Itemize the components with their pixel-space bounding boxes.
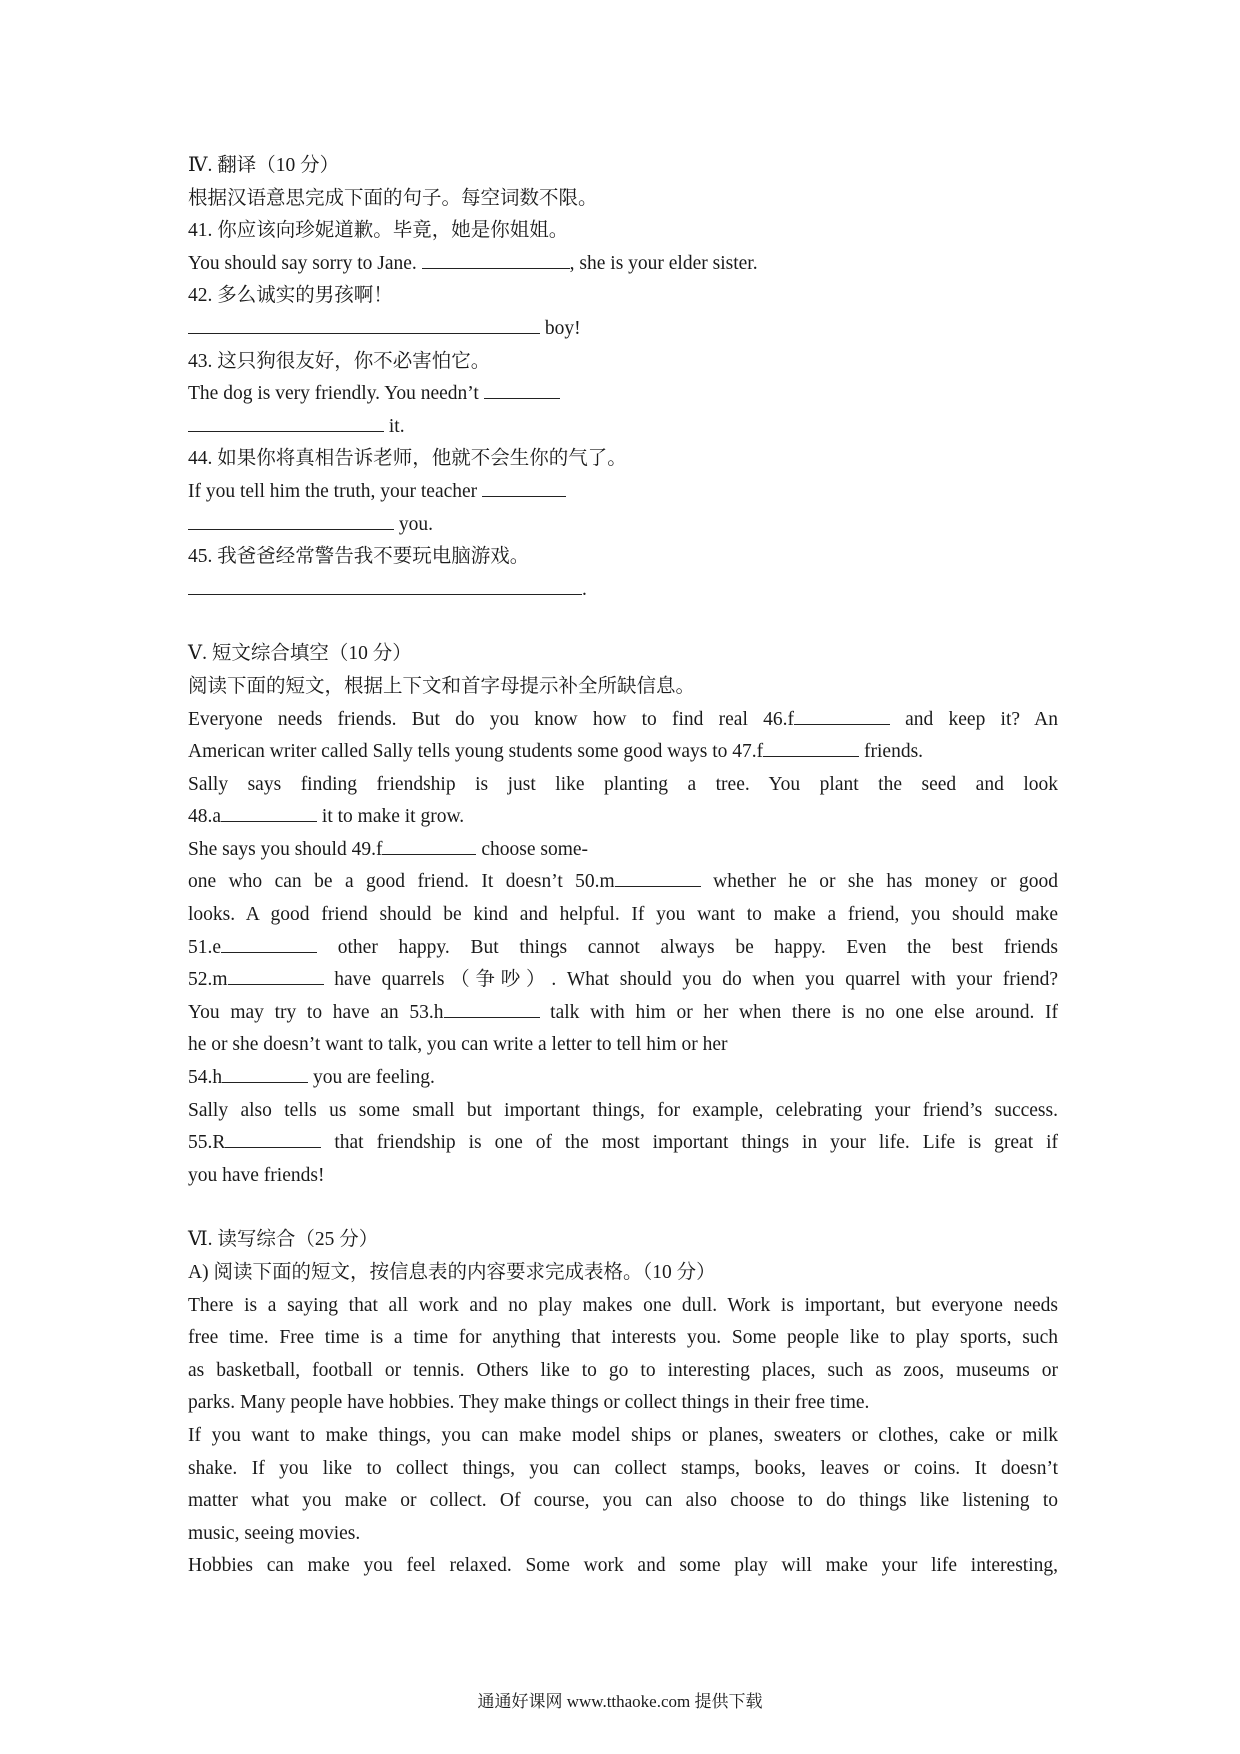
passage-line-8 (188, 932, 1058, 965)
passage-line-3: Sally says finding friendship is just like planting a tree. You plant the seed and look (188, 773, 1058, 795)
q45-text-b: . (582, 578, 587, 600)
q41-text-a: You should say sorry to Jane. (188, 252, 417, 274)
q44-english-cont (188, 509, 1058, 542)
passage-line-13: Sally also tells us some small but important things, for example, celebrating your friend’s success. (188, 1099, 1058, 1121)
q44-blank-2[interactable] (188, 509, 394, 530)
passage-line-11: he or she doesn’t want to talk, you can write a letter to tell him or her (188, 1034, 728, 1056)
reading-line-3: as basketball, football or tennis. Others like to go to interesting places, such as zoos, museums or (188, 1359, 1058, 1381)
text: You may try to have an 53.h (188, 1001, 444, 1023)
q43-chinese: 43. 这只狗很友好，你不必害怕它。 (188, 350, 491, 372)
q45-chinese: 45. 我爸爸经常警告我不要玩电脑游戏。 (188, 546, 530, 568)
q41-chinese: 41. 你应该向珍妮道歉。毕竟，她是你姐姐。 (188, 220, 569, 242)
passage-line-10 (188, 997, 1058, 1030)
reading-line-1: There is a saying that all work and no play makes one dull. Work is important, but everyone needs (188, 1294, 1058, 1316)
blank-50[interactable] (615, 866, 701, 887)
passage-line-9 (188, 964, 1058, 997)
q42-chinese: 42. 多么诚实的男孩啊！ (188, 285, 393, 307)
q44-english (188, 476, 1058, 509)
q45-english (188, 574, 1058, 607)
q43-text-b: it. (384, 415, 405, 437)
blank-47[interactable] (763, 736, 859, 757)
q43-english-cont (188, 411, 1058, 444)
text: Everyone needs friends. But do you know how to find real 46.f (188, 708, 794, 730)
passage-line-5 (188, 834, 1058, 867)
reading-line-9: Hobbies can make you feel relaxed. Some work and some play will make your life interesting, (188, 1555, 1058, 1577)
text: 48.a (188, 806, 222, 828)
blank-46[interactable] (794, 704, 890, 725)
q44-text-b: you. (394, 513, 433, 535)
q44-blank-1[interactable] (482, 476, 566, 497)
passage-line-1 (188, 704, 1058, 737)
text: American writer called Sally tells young students some good ways to 47.f (188, 741, 764, 763)
text: 54.h (188, 1067, 223, 1089)
section-5-instruction: 阅读下面的短文，根据上下文和首字母提示补全所缺信息。 (188, 675, 696, 697)
passage-line-15: you have friends! (188, 1164, 325, 1186)
q43-text-a: The dog is very friendly. You needn’t (188, 383, 479, 405)
q45-blank[interactable] (188, 574, 582, 595)
text: choose some- (476, 838, 589, 860)
blank-52[interactable] (228, 964, 324, 985)
section-6-title: Ⅵ. 读写综合（25 分） (188, 1229, 379, 1251)
passage-line-14 (188, 1127, 1058, 1160)
reading-line-4: parks. Many people have hobbies. They make things or collect things in their free time. (188, 1392, 870, 1414)
text: you are feeling. (308, 1067, 435, 1089)
blank-48[interactable] (221, 801, 317, 822)
text: one who can be a good friend. It doesn’t 50.m (188, 871, 615, 893)
q44-chinese: 44. 如果你将真相告诉老师，他就不会生你的气了。 (188, 448, 627, 470)
q41-english (188, 248, 1058, 281)
reading-line-6: shake. If you like to collect things, you can collect stamps, books, leaves or coins. It doesn’t (188, 1457, 1058, 1479)
passage-line-4 (188, 801, 1058, 834)
passage-line-2 (188, 736, 1058, 769)
exam-page (188, 150, 1058, 1583)
text: 51.e (188, 936, 222, 958)
page-footer: 通通好课网 www.tthaoke.com 提供下载 (477, 1692, 763, 1711)
reading-line-2: free time. Free time is a time for anything that interests you. Some people like to play sports, such (188, 1327, 1058, 1349)
section-4-instruction: 根据汉语意思完成下面的句子。每空词数不限。 (188, 187, 598, 209)
blank-51[interactable] (221, 932, 317, 953)
text: whether he or she has money or good (700, 871, 1058, 893)
text: 52.m (188, 969, 228, 991)
section-4-title: Ⅳ. 翻译（10 分） (188, 155, 340, 176)
text: 55.R (188, 1132, 226, 1154)
text: friends. (859, 741, 924, 763)
text: other happy. But things cannot always be happy. Even the best friends (317, 936, 1058, 958)
passage-line-6 (188, 866, 1058, 899)
q43-blank-2[interactable] (188, 411, 384, 432)
text: and keep it? An (889, 708, 1058, 730)
blank-49[interactable] (382, 834, 476, 855)
q42-english (188, 313, 1058, 346)
blank-55[interactable] (225, 1127, 321, 1148)
reading-line-7: matter what you make or collect. Of course, you can also choose to do things like listening to (188, 1490, 1058, 1512)
q41-blank[interactable] (422, 248, 570, 269)
q42-blank[interactable] (188, 313, 540, 334)
text: talk with him or her when there is no one else around. If (539, 1001, 1058, 1023)
q41-text-b: , she is your elder sister. (569, 252, 758, 274)
blank-54[interactable] (222, 1062, 308, 1083)
reading-line-5: If you want to make things, you can make model ships or planes, sweaters or clothes, cake or milk (188, 1424, 1058, 1446)
text: have quarrels（争吵）. What should you do when you quarrel with your friend? (323, 969, 1058, 991)
q43-english (188, 378, 1058, 411)
q42-text-b: boy! (540, 317, 581, 339)
text: it to make it grow. (317, 806, 465, 828)
reading-line-8: music, seeing movies. (188, 1522, 361, 1544)
passage-line-7: looks. A good friend should be kind and helpful. If you want to make a friend, you should make (188, 904, 1058, 926)
text: that friendship is one of the most important things in your life. Life is great if (321, 1132, 1058, 1154)
section-5-title: Ⅴ. 短文综合填空（10 分） (188, 643, 412, 665)
blank-53[interactable] (444, 997, 540, 1018)
section-6-subtitle: A) 阅读下面的短文，按信息表的内容要求完成表格。（10 分） (188, 1262, 716, 1283)
q44-text-a: If you tell him the truth, your teacher (188, 480, 478, 502)
q43-blank-1[interactable] (484, 378, 560, 399)
text: She says you should 49.f (188, 838, 383, 860)
passage-line-12 (188, 1062, 1058, 1095)
